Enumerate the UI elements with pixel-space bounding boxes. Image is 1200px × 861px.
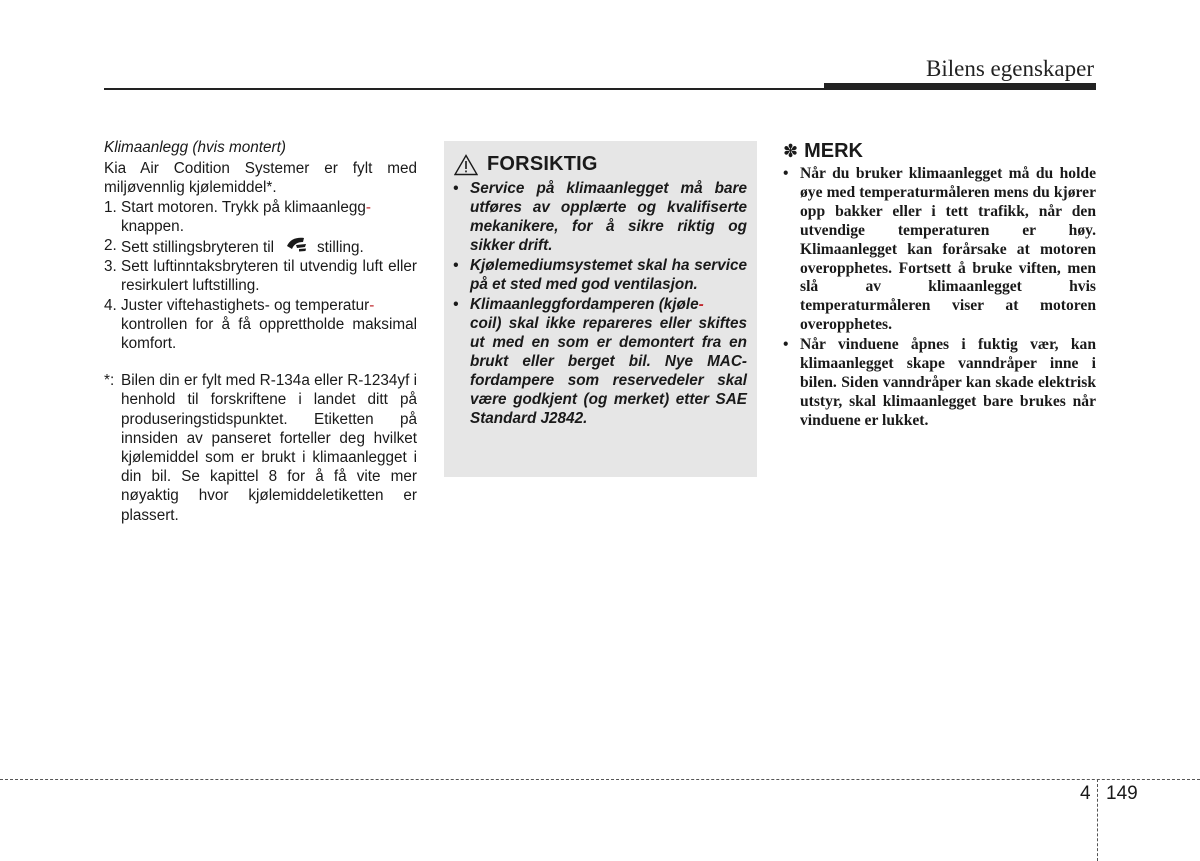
step-number: 4. [104,296,117,314]
left-column [104,138,417,525]
step-text [121,236,417,257]
caution-list [453,179,747,429]
step-text-part: kontrollen for å få opprettholde maksimal komfort. [121,315,417,353]
footnote-text: Bilen din er fylt med R-134a eller R-1234yf i henhold til forskriftene i landet ditt på produseringstidspunktet. Etiketten på innsiden av panseret forteller deg hvilket kjølemiddel som er brukt i klimaanlegget i din bil. Se kapittel 8 for å få vite mer nøyaktig hvor kjølemiddeletiketten er plassert. [121,372,417,524]
step-text-part: Sett stillingsbryteren til [121,239,275,257]
step-text-part: Start motoren. Trykk på klimaanlegg [121,198,366,216]
bullet-dot: • [453,257,459,274]
footnote-mark: *: [104,372,115,390]
step-text-part: Juster viftehastighets- og temperatur [121,296,370,314]
note-heading [783,140,1096,163]
note-star-icon: ✽ [783,141,799,162]
caution-item-text: Kjølemediumsystemet skal ha service på et sted med god ventilasjon. [470,257,747,293]
note-list [783,165,1096,431]
step-1 [104,198,417,236]
step-2 [104,236,417,257]
page-number: 149 [1106,783,1138,804]
step-text-part: stilling. [317,239,364,257]
step-number: 1. [104,198,117,216]
caution-item-text [470,295,747,428]
caution-text-part: coil) skal ikke repareres eller skiftes ut med en som er demontert fra en brukt eller berget bil. Nye MAC-fordampere som reservedeler skal være godkjent (og merket) etter SAE Standard J2842. [470,315,747,427]
section-title: Bilens egenskaper [926,56,1094,81]
step-text [121,198,417,236]
vent-mode-icon [284,236,308,254]
bullet-dot: • [453,180,459,197]
step-text [121,296,417,354]
note-item [783,336,1096,431]
step-number: 2. [104,237,117,255]
note-label: MERK [804,140,863,162]
caution-item [453,179,747,255]
step-text: Sett luftinntaksbryteren til utvendig luft eller resirkulert luftstilling. [121,258,417,295]
step-number: 3. [104,258,117,276]
intro-paragraph: Kia Air Codition Systemer er fylt med miljøvennlig kjølemiddel*. [104,160,417,197]
note-item-text: Når du bruker klimaanlegget må du holde øye med temperaturmåleren mens du kjører opp bakker eller i tett trafikk, når den utvendige temperaturen er høy. Klimaanlegget kan forårsake at motoren overopphetes. Fortsett å bruke viften, men slå av klimaanlegget hvis temperaturmåleren viser at motoren overopphetes. [800,165,1096,334]
step-4 [104,296,417,354]
subheading: Klimaanlegg (hvis montert) [104,139,286,156]
step-text-part: knappen. [121,217,184,235]
step-3 [104,257,417,295]
caution-text-part: Klimaanleggfordamperen (kjøle [470,296,699,313]
warning-triangle-icon [454,154,478,176]
chapter-number: 4 [1080,783,1091,804]
caution-item [453,295,747,428]
note-column [783,140,1096,432]
bullet-dot: • [453,296,459,313]
caution-label: FORSIKTIG [487,153,598,175]
caution-box [444,141,757,477]
hyphen-mark: - [698,296,704,313]
footnote [104,371,417,525]
caution-item-text: Service på klimaanlegget må bare utføres av opplærte og kvalifiserte mekanikere, for å sikre riktig og sikker drift. [470,180,747,254]
footer-vertical-divider [1097,779,1098,861]
note-item-text: Når vinduene åpnes i fuktig vær, kan klimaanlegget skape vanndråper inne i bilen. Siden vanndråper kan skade elektrisk utstyr, skal klimaanlegget bare brukes når vinduene er lukket. [800,336,1096,429]
note-item [783,165,1096,335]
hyphen-mark: - [365,198,371,216]
caution-heading [454,153,598,176]
caution-item [453,256,747,294]
header-rule [104,88,1096,90]
bullet-dot: • [783,165,789,182]
bullet-dot: • [783,336,789,354]
hyphen-mark: - [369,296,375,314]
footer-divider [0,779,1200,780]
